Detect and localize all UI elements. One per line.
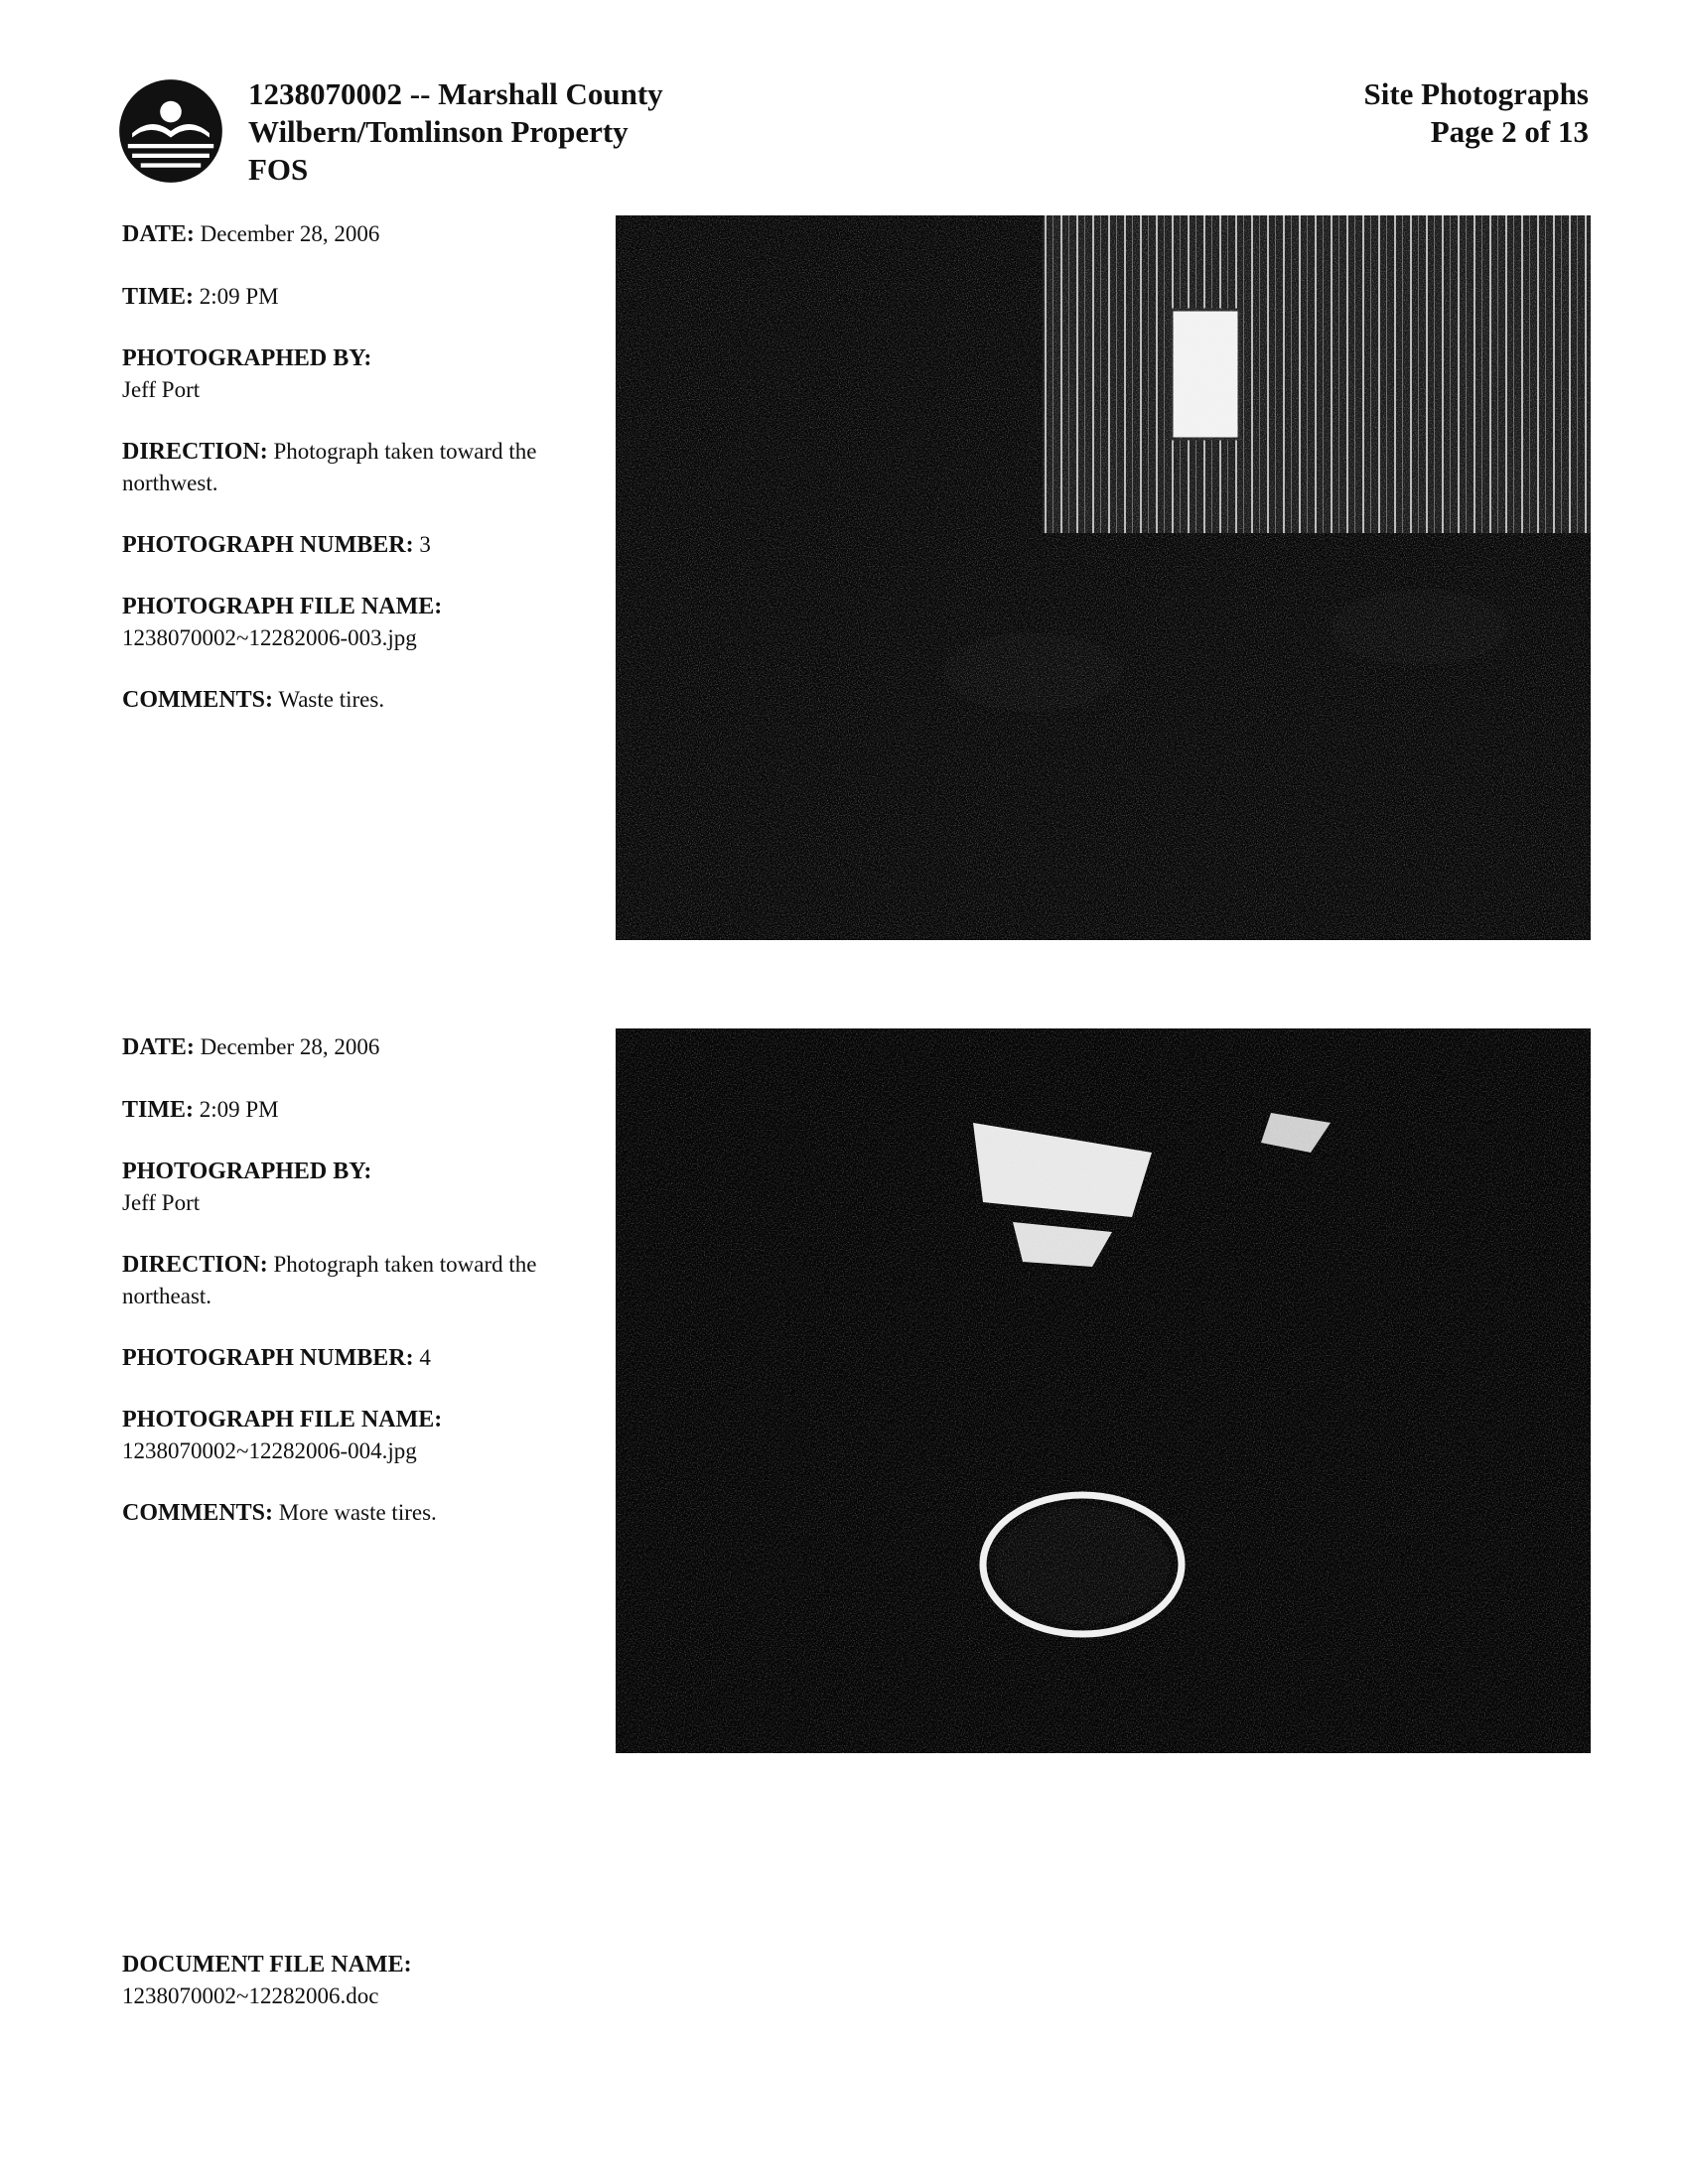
file-name-label: PHOTOGRAPH FILE NAME: — [122, 1407, 443, 1433]
photo-entry-4 — [122, 1031, 599, 1560]
file-name-value: 1238070002~12282006-004.jpg — [122, 1438, 417, 1463]
time-label: TIME: — [122, 1097, 194, 1123]
photo-number-field — [122, 1342, 599, 1374]
direction-label: DIRECTION: — [122, 439, 268, 465]
photo-entry-3 — [122, 218, 599, 747]
comments-value: Waste tires. — [278, 687, 385, 712]
time-value: 2:09 PM — [199, 284, 279, 309]
site-photo-4 — [616, 1028, 1591, 1753]
direction-value: Photograph taken toward the northwest. — [122, 439, 537, 495]
time-field — [122, 1094, 599, 1126]
date-field — [122, 218, 599, 250]
file-name-field — [122, 592, 599, 653]
photographer-label: PHOTOGRAPHED BY: — [122, 1159, 372, 1184]
comments-value: More waste tires. — [278, 1500, 437, 1525]
photo-number-label: PHOTOGRAPH NUMBER: — [122, 1345, 414, 1371]
document-file-name — [122, 1950, 412, 2011]
file-name-label: PHOTOGRAPH FILE NAME: — [122, 594, 443, 619]
photographer-field — [122, 1157, 599, 1218]
direction-field — [122, 436, 599, 498]
date-label: DATE: — [122, 221, 195, 247]
file-name-value: 1238070002~12282006-003.jpg — [122, 625, 417, 650]
document-header — [248, 75, 663, 189]
photo-number-field — [122, 529, 599, 561]
date-value: December 28, 2006 — [200, 221, 380, 246]
photo-number-label: PHOTOGRAPH NUMBER: — [122, 532, 414, 558]
photographer-label: PHOTOGRAPHED BY: — [122, 345, 372, 371]
photographer-value: Jeff Port — [122, 1190, 201, 1215]
time-label: TIME: — [122, 284, 194, 310]
section-title: Site Photographs — [1363, 76, 1589, 111]
date-label: DATE: — [122, 1034, 195, 1060]
comments-field — [122, 684, 599, 716]
date-field — [122, 1031, 599, 1063]
direction-label: DIRECTION: — [122, 1252, 268, 1278]
page-info — [1364, 75, 1590, 151]
header-site-id: 1238070002 -- Marshall County — [248, 76, 663, 111]
date-value: December 28, 2006 — [200, 1034, 380, 1059]
page-number: Page 2 of 13 — [1430, 114, 1589, 149]
photographer-field — [122, 343, 599, 405]
agency-seal-icon — [117, 77, 224, 185]
file-name-field — [122, 1405, 599, 1466]
photo-number-value: 3 — [419, 532, 431, 557]
comments-field — [122, 1497, 599, 1529]
time-field — [122, 281, 599, 313]
document-file-value: 1238070002~12282006.doc — [122, 1983, 379, 2008]
header-property: Wilbern/Tomlinson Property — [248, 114, 629, 149]
direction-value: Photograph taken toward the northeast. — [122, 1252, 537, 1308]
comments-label: COMMENTS: — [122, 687, 273, 713]
photographer-value: Jeff Port — [122, 377, 201, 402]
time-value: 2:09 PM — [199, 1097, 279, 1122]
header-report-type: FOS — [248, 152, 309, 187]
site-photo-3 — [616, 215, 1591, 940]
comments-label: COMMENTS: — [122, 1500, 273, 1526]
direction-field — [122, 1249, 599, 1311]
photo-number-value: 4 — [419, 1345, 431, 1370]
document-file-label: DOCUMENT FILE NAME: — [122, 1952, 412, 1978]
